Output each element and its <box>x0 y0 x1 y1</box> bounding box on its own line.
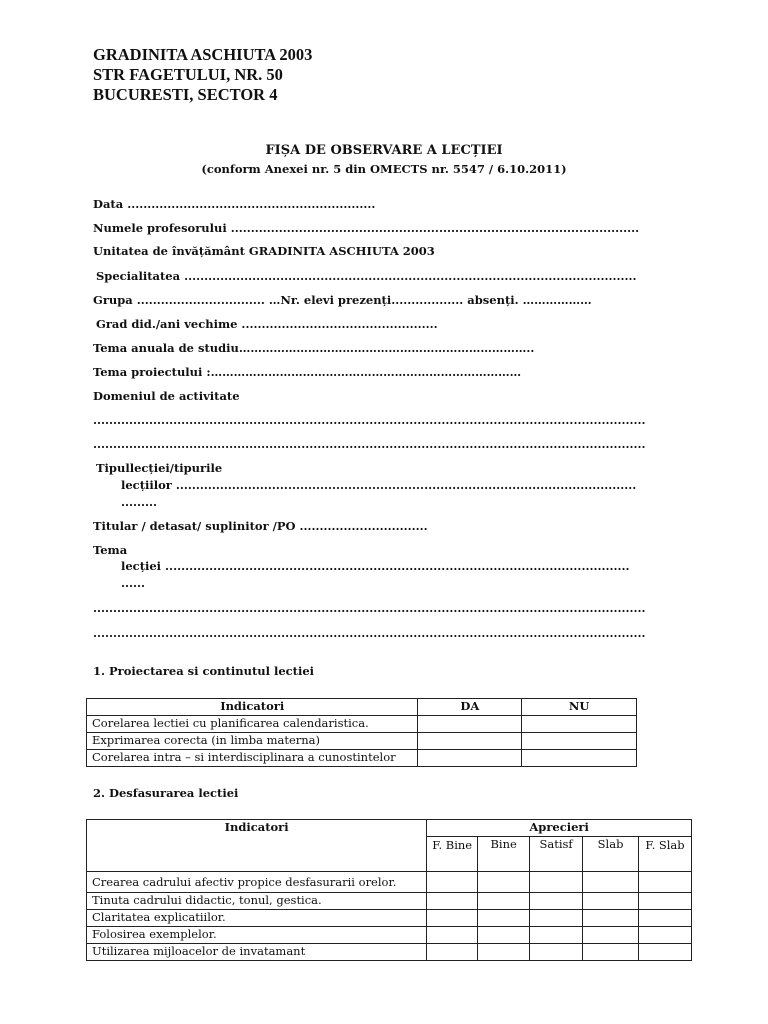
da-cell[interactable] <box>418 733 522 750</box>
grade-cell[interactable] <box>530 944 583 961</box>
field-tipul-lectiilor: lecțiilor ................................................................................................................... <box>121 478 637 492</box>
table-row <box>87 716 637 733</box>
grade-cell[interactable] <box>583 944 639 961</box>
table-row <box>87 750 637 767</box>
grade-cell[interactable] <box>583 872 639 893</box>
grade-f-bine: F. Bine <box>427 837 478 872</box>
grade-cell[interactable] <box>427 910 478 927</box>
grade-cell[interactable] <box>427 893 478 910</box>
grade-cell[interactable] <box>530 910 583 927</box>
grade-cell[interactable] <box>427 927 478 944</box>
row-indicator: Claritatea explicatiilor. <box>87 910 427 927</box>
row-indicator: Folosirea exemplelor. <box>87 927 427 944</box>
grade-cell[interactable] <box>478 910 530 927</box>
grade-cell[interactable] <box>639 872 692 893</box>
field-data: Data .............................................................. <box>93 197 376 211</box>
section-2-heading: 2. Desfasurarea lectiei <box>93 786 239 800</box>
grade-bine: Bine <box>478 837 530 872</box>
grade-cell[interactable] <box>583 910 639 927</box>
column-header-indicatori: Indicatori <box>87 820 427 872</box>
table-desfasurarea <box>86 819 692 961</box>
grade-satisf: Satisf <box>530 837 583 872</box>
grade-slab: Slab <box>583 837 639 872</box>
school-name: GRADINITA ASCHIUTA 2003 <box>93 45 313 64</box>
grade-cell[interactable] <box>530 893 583 910</box>
grade-f-slab: F. Slab <box>639 837 692 872</box>
dotted-line: .......................................................................................................................................... <box>93 626 646 640</box>
field-tema-lectiei: lecției .................................................................................................................... <box>121 559 630 573</box>
dotted-line: ......... <box>121 495 158 509</box>
table-row <box>87 944 692 961</box>
grade-cell[interactable] <box>530 872 583 893</box>
field-numele-profesorului: Numele profesorului ...................................................................................................... <box>93 221 640 235</box>
field-specialitatea: Specialitatea ................................................................................................................. <box>96 269 637 283</box>
table-row <box>87 893 692 910</box>
field-tema: Tema <box>93 543 128 557</box>
field-tema-proiectului: Tema proiectului :……………………………………………………………………… <box>93 365 522 379</box>
grade-cell[interactable] <box>639 893 692 910</box>
school-street: STR FAGETULUI, NR. 50 <box>93 65 283 84</box>
grade-cell[interactable] <box>478 927 530 944</box>
column-header-nu: NU <box>522 699 637 716</box>
grade-cell[interactable] <box>583 927 639 944</box>
table-row <box>87 927 692 944</box>
grade-cell[interactable] <box>478 893 530 910</box>
nu-cell[interactable] <box>522 750 637 767</box>
form-title: FIȘA DE OBSERVARE A LECȚIEI <box>265 143 503 158</box>
field-tipul-lectiei: Tipullecției/tipurile <box>96 461 223 475</box>
grade-cell[interactable] <box>478 944 530 961</box>
grade-cell[interactable] <box>639 910 692 927</box>
column-header-indicatori: Indicatori <box>87 699 418 716</box>
form-subtitle: (conform Anexei nr. 5 din OMECTS nr. 5547 / 6.10.2011) <box>201 162 567 176</box>
da-cell[interactable] <box>418 750 522 767</box>
section-1-heading: 1. Proiectarea si continutul lectiei <box>93 664 315 678</box>
field-domeniul: Domeniul de activitate <box>93 389 240 403</box>
dotted-line: .......................................................................................................................................... <box>93 601 646 615</box>
row-indicator: Tinuta cadrului didactic, tonul, gestica. <box>87 893 427 910</box>
da-cell[interactable] <box>418 716 522 733</box>
grade-cell[interactable] <box>583 893 639 910</box>
nu-cell[interactable] <box>522 733 637 750</box>
table-row <box>87 872 692 893</box>
school-city: BUCURESTI, SECTOR 4 <box>93 85 278 104</box>
field-unitatea: Unitatea de învățământ GRADINITA ASCHIUTA 2003 <box>93 244 435 258</box>
table-row <box>87 733 637 750</box>
field-grupa: Grupa ................................ …Nr. elevi prezenți.................. absenți. ……………… <box>93 293 592 307</box>
table-row <box>87 910 692 927</box>
column-header-aprecieri: Aprecieri <box>427 820 692 837</box>
grade-cell[interactable] <box>478 872 530 893</box>
dotted-line: ...... <box>121 576 146 590</box>
dotted-line: .......................................................................................................................................... <box>93 437 646 451</box>
row-indicator: Corelarea intra – si interdisciplinara a cunostintelor <box>87 750 418 767</box>
dotted-line: .......................................................................................................................................... <box>93 413 646 427</box>
column-header-da: DA <box>418 699 522 716</box>
grade-cell[interactable] <box>639 927 692 944</box>
grade-cell[interactable] <box>427 944 478 961</box>
row-indicator: Exprimarea corecta (in limba materna) <box>87 733 418 750</box>
row-indicator: Crearea cadrului afectiv propice desfasurarii orelor. <box>87 872 427 893</box>
row-indicator: Utilizarea mijloacelor de invatamant <box>87 944 427 961</box>
grade-cell[interactable] <box>427 872 478 893</box>
grade-cell[interactable] <box>639 944 692 961</box>
row-indicator: Corelarea lectiei cu planificarea calendaristica. <box>87 716 418 733</box>
nu-cell[interactable] <box>522 716 637 733</box>
field-tema-anuala: Tema anuala de studiu………………………………………………………………….. <box>93 341 535 355</box>
field-titular: Titular / detasat/ suplinitor /PO ................................ <box>93 519 428 533</box>
field-grad: Grad did./ani vechime ................................................. <box>96 317 438 331</box>
grade-cell[interactable] <box>530 927 583 944</box>
table-proiectarea <box>86 698 637 767</box>
